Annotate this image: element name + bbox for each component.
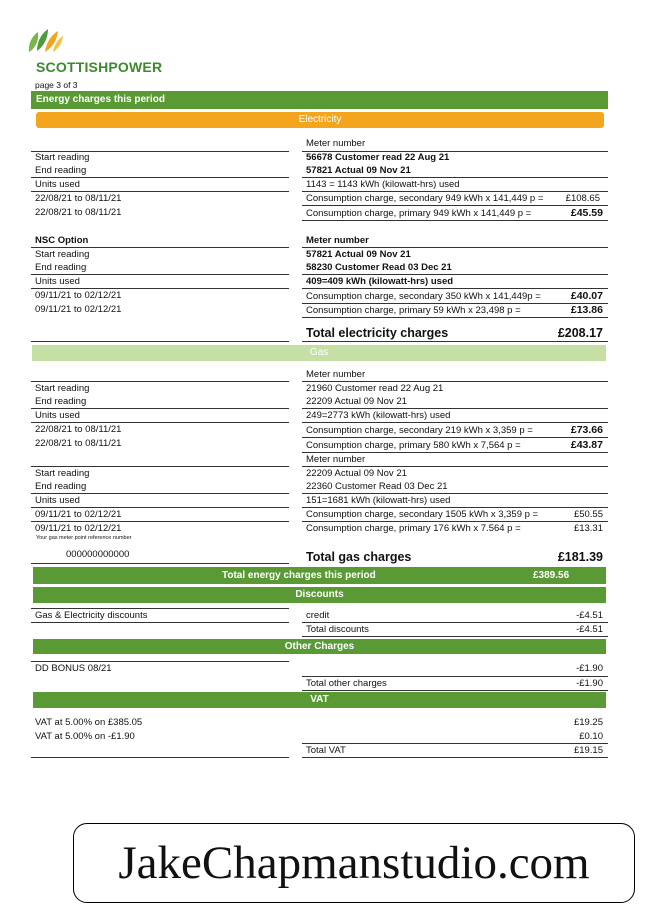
section-title [31, 91, 608, 109]
row-detail: Consumption charge, secondary 949 kWh x 141,449 p = [306, 193, 544, 204]
divider [31, 521, 289, 522]
discounts-header-text: Discounts [295, 589, 344, 600]
vat-line2-label: VAT at 5.00% on -£1.90 [35, 731, 135, 742]
row-amount: £43.87 [570, 439, 603, 451]
discounts-header [33, 587, 606, 603]
divider [302, 317, 608, 318]
row-detail: 409=409 kWh (kilowatt-hrs) used [306, 276, 454, 287]
divider [302, 636, 608, 637]
row-detail: 21960 Customer read 22 Aug 21 [306, 383, 444, 394]
row-amount: £45.59 [570, 207, 603, 219]
elec-meter-label: Meter number [306, 138, 366, 149]
divider [31, 191, 289, 192]
row-detail: 57821 Actual 09 Nov 21 [306, 249, 411, 260]
gas-meter-label: Meter number [306, 369, 366, 380]
divider [302, 521, 608, 522]
divider [31, 274, 289, 275]
total-energy-label: Total energy charges this period [222, 570, 376, 581]
divider [31, 288, 289, 289]
divider [302, 422, 608, 423]
divider [302, 466, 608, 467]
row-label: Units used [35, 276, 80, 287]
total-vat-label: Total VAT [306, 745, 346, 756]
row-detail: 56678 Customer read 22 Aug 21 [306, 152, 450, 163]
row-detail: 57821 Actual 09 Nov 21 [306, 165, 411, 176]
total-vat-value: £19.15 [573, 745, 603, 756]
vat-line2-value: £0.10 [579, 731, 603, 742]
row-amount: £13.31 [573, 523, 603, 534]
discount-item-label: Gas & Electricity discounts [35, 610, 148, 621]
row-detail: Consumption charge, secondary 219 kWh x 3,359 p = [306, 425, 533, 436]
row-detail: 22209 Actual 09 Nov 21 [306, 396, 407, 407]
divider [302, 288, 608, 289]
divider [31, 422, 289, 423]
watermark-text: JakeChapmanstudio.com [118, 837, 590, 889]
row-detail: 22360 Customer Read 03 Dec 21 [306, 481, 448, 492]
brand-name: SCOTTISHPOWER [36, 59, 163, 75]
row-label: Start reading [35, 383, 90, 394]
divider [31, 466, 289, 467]
divider [31, 757, 289, 758]
divider [31, 493, 289, 494]
elec-meter-label-2: Meter number [306, 235, 369, 246]
gas-header [32, 345, 606, 361]
divider [302, 341, 608, 342]
row-label: 22/08/21 to 08/11/21 [35, 193, 122, 204]
watermark-box [73, 823, 635, 903]
divider [302, 220, 608, 221]
row-label: 22/08/21 to 08/11/21 [35, 438, 122, 449]
scottishpower-leaf-logo-icon [26, 26, 66, 56]
total-electricity-value: £208.17 [557, 326, 603, 340]
row-amount: £40.07 [570, 290, 603, 302]
row-label: 09/11/21 to 02/12/21 [35, 290, 122, 301]
brand-logo [26, 26, 176, 76]
other-item-label: DD BONUS 08/21 [35, 663, 112, 674]
other-charges-header-text: Other Charges [284, 641, 355, 652]
mprn-label: Your gas meter point reference number [36, 535, 132, 541]
mprn-value: 000000000000 [66, 549, 130, 560]
divider [302, 757, 608, 758]
row-label: 09/11/21 to 02/12/21 [35, 509, 122, 520]
row-amount: £50.55 [573, 509, 603, 520]
electricity-header-text: Electricity [298, 114, 342, 125]
row-label: Start reading [35, 468, 90, 479]
row-detail: Consumption charge, primary 176 kWh x 7.564 p = [306, 523, 521, 534]
row-detail: Consumption charge, primary 949 kWh x 141,449 p = [306, 208, 532, 219]
row-detail: 58230 Customer Read 03 Dec 21 [306, 262, 452, 273]
divider [302, 493, 608, 494]
row-amount: £73.66 [570, 424, 603, 436]
electricity-header [36, 112, 604, 128]
divider [302, 205, 608, 206]
total-energy-value: £389.56 [533, 570, 570, 581]
divider [302, 676, 608, 677]
row-label: 09/11/21 to 02/12/21 [35, 304, 122, 315]
divider [302, 177, 608, 178]
divider [31, 177, 289, 178]
divider [302, 690, 608, 691]
gas-meter-label-2: Meter number [306, 454, 366, 465]
row-detail: Consumption charge, primary 59 kWh x 23,498 p = [306, 305, 521, 316]
total-gas-label: Total gas charges [306, 550, 412, 564]
divider [31, 563, 289, 564]
divider [302, 437, 608, 438]
gas-header-text: Gas [309, 347, 329, 358]
discount-credit-value: -£4.51 [576, 610, 603, 621]
divider [31, 408, 289, 409]
divider [302, 191, 608, 192]
row-label: Units used [35, 410, 80, 421]
divider [31, 507, 289, 508]
nsc-option-label: NSC Option [35, 235, 89, 246]
total-other-label: Total other charges [306, 678, 387, 689]
row-label: End reading [35, 396, 87, 407]
section-title-text: Energy charges this period [36, 94, 165, 105]
divider [302, 274, 608, 275]
vat-header [33, 692, 606, 708]
row-label: Units used [35, 179, 80, 190]
row-label: End reading [35, 262, 87, 273]
divider [302, 408, 608, 409]
row-detail: 22209 Actual 09 Nov 21 [306, 468, 407, 479]
row-detail: Consumption charge, secondary 350 kWh x 141,449p = [306, 291, 541, 302]
vat-header-text: VAT [310, 694, 329, 705]
row-label: Start reading [35, 152, 90, 163]
divider [302, 452, 608, 453]
row-detail: 1143 = 1143 kWh (kilowatt-hrs) used [306, 179, 460, 190]
divider [31, 247, 289, 248]
total-discounts-value: -£4.51 [576, 624, 603, 635]
divider [302, 622, 608, 623]
total-gas-value: £181.39 [557, 550, 603, 564]
discount-credit-label: credit [306, 610, 330, 621]
vat-line1-value: £19.25 [573, 717, 603, 728]
total-other-value: -£1.90 [576, 678, 603, 689]
row-label: 09/11/21 to 02/12/21 [35, 523, 122, 534]
row-label: 22/08/21 to 08/11/21 [35, 424, 122, 435]
other-charges-header [33, 639, 606, 654]
divider [302, 247, 608, 248]
row-label: 22/08/21 to 08/11/21 [35, 207, 122, 218]
divider [31, 341, 289, 342]
row-label: End reading [35, 481, 87, 492]
row-detail: 151=1681 kWh (kilowatt-hrs) used [306, 495, 451, 506]
divider [302, 303, 608, 304]
row-amount: £13.86 [570, 304, 603, 316]
other-item-value: -£1.90 [576, 663, 603, 674]
row-amount: £108.65 [565, 193, 600, 204]
divider [302, 743, 608, 744]
divider [31, 608, 289, 609]
divider [31, 622, 289, 623]
total-energy-band [33, 567, 606, 584]
total-discounts-label: Total discounts [306, 624, 369, 635]
divider [31, 661, 289, 662]
divider [302, 381, 608, 382]
row-label: Units used [35, 495, 80, 506]
vat-line1-label: VAT at 5.00% on £385.05 [35, 717, 143, 728]
total-electricity-label: Total electricity charges [306, 326, 449, 340]
divider [302, 507, 608, 508]
row-label: End reading [35, 165, 87, 176]
row-detail: Consumption charge, primary 580 kWh x 7,564 p = [306, 440, 521, 451]
row-detail: Consumption charge, secondary 1505 kWh x 3,359 p = [306, 509, 539, 520]
divider [31, 381, 289, 382]
row-detail: 249=2773 kWh (kilowatt-hrs) used [306, 410, 451, 421]
row-label: Start reading [35, 249, 90, 260]
page-number: page 3 of 3 [35, 80, 78, 90]
